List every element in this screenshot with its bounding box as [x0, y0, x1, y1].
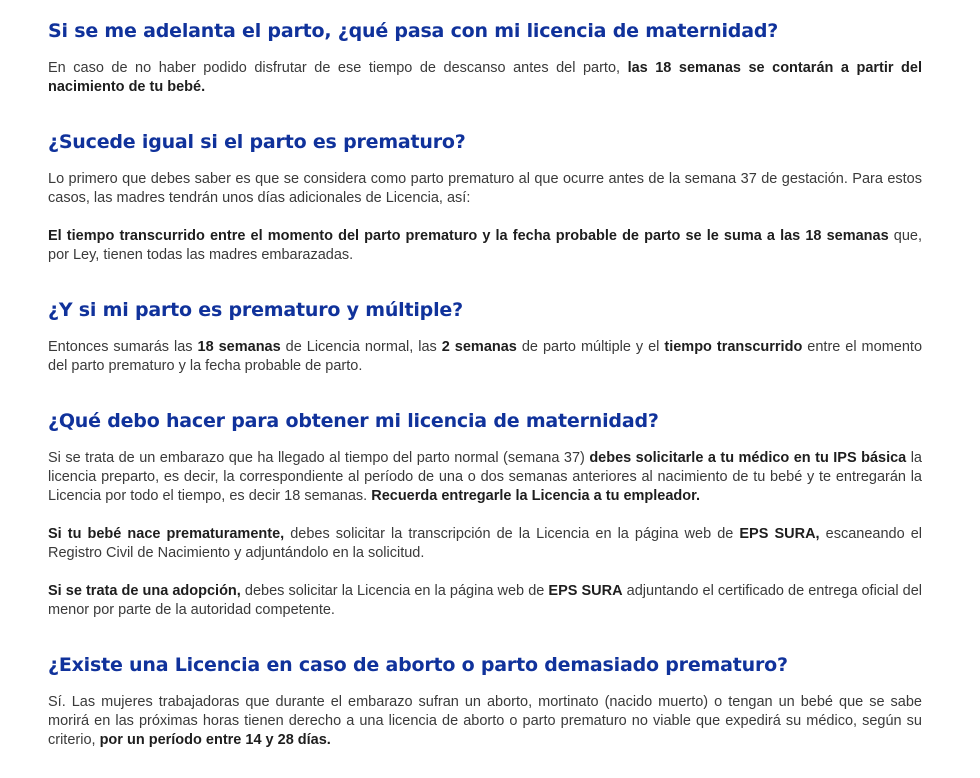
section-heading: ¿Sucede igual si el parto es prematuro?	[48, 131, 466, 153]
section-heading: ¿Qué debo hacer para obtener mi licencia de maternidad?	[48, 410, 659, 432]
section-paragraph: Si tu bebé nace prematuramente, debes solicitar la transcripción de la Licencia en la página web de EPS SURA, escaneando el Registro Civil de Nacimiento y adjuntándolo en la solicitud.	[48, 526, 922, 561]
article-content	[48, 18, 922, 750]
section-paragraph: Lo primero que debes saber es que se considera como parto prematuro al que ocurre antes de la semana 37 de gestación. Para estos casos, las madres tendrán unos días adicionales de Licencia, así:	[48, 171, 922, 206]
section-paragraph: Si se trata de un embarazo que ha llegado al tiempo del parto normal (semana 37) debes solicitarle a tu médico en tu IPS básica la licencia preparto, es decir, la correspondiente al período de una o dos semanas anteriores al nacimiento de tu bebé y te entregarán la Licencia por todo el tiempo, es decir 18 semanas. Recuerda entregarle la Licencia a tu empleador.	[48, 450, 922, 504]
section-heading: ¿Existe una Licencia en caso de aborto o parto demasiado prematuro?	[48, 654, 788, 676]
section-paragraph: Si se trata de una adopción, debes solicitar la Licencia en la página web de EPS SURA adjuntando el certificado de entrega oficial del menor por parte de la autoridad competente.	[48, 583, 922, 618]
section-paragraph: En caso de no haber podido disfrutar de ese tiempo de descanso antes del parto, las 18 semanas se contarán a partir del nacimiento de tu bebé.	[48, 60, 923, 95]
section-heading: ¿Y si mi parto es prematuro y múltiple?	[48, 299, 463, 321]
section-paragraph: El tiempo transcurrido entre el momento del parto prematuro y la fecha probable de parto se le suma a las 18 semanas que, por Ley, tienen todas las madres embarazadas.	[48, 228, 923, 263]
section-paragraph: Sí. Las mujeres trabajadoras que durante el embarazo sufran un aborto, mortinato (nacido muerto) o tengan un bebé que se sabe morirá en las próximas horas tienen derecho a una licencia de aborto o parto prematuro no viable que expedirá su médico, según su criterio, por un período entre 14 y 28 días.	[48, 694, 922, 748]
section-paragraph: Entonces sumarás las 18 semanas de Licencia normal, las 2 semanas de parto múltiple y el tiempo transcurrido entre el momento del parto prematuro y la fecha probable de parto.	[48, 339, 923, 374]
section-heading: Si se me adelanta el parto, ¿qué pasa con mi licencia de maternidad?	[48, 20, 779, 42]
